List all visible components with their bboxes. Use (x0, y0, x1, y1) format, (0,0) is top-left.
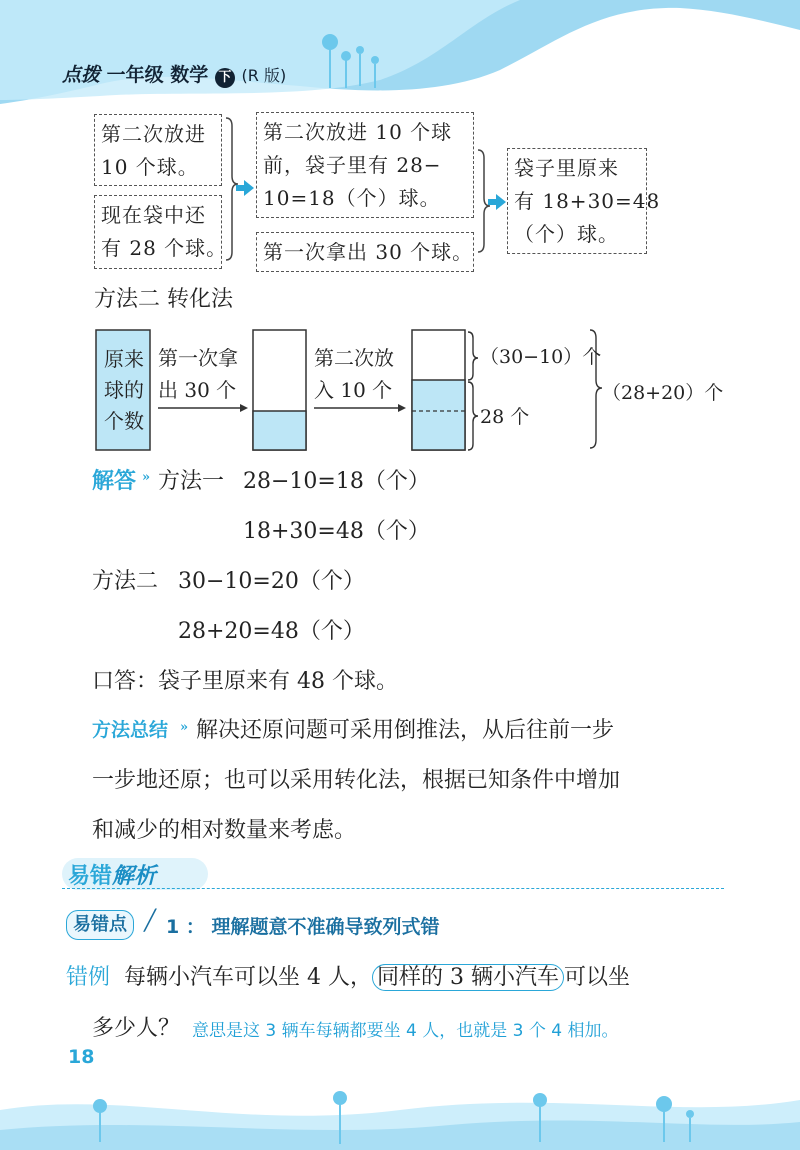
error-title-a: 易错 (68, 864, 113, 889)
summary-line1: 解决还原问题可采用倒推法，从后往前一步 (196, 718, 615, 743)
page-number: 18 (68, 1046, 95, 1068)
method1-label: 方法一 (158, 469, 225, 494)
example-pre: 每辆小汽车可以坐 4 人， (124, 965, 372, 990)
subject-label: 数学 (170, 64, 209, 86)
brace-label-30-10: （30−10）个 (480, 346, 602, 368)
edition-label: (R 版) (241, 66, 287, 85)
after-first-fill (253, 411, 306, 450)
brace-label-28: 28 个 (480, 406, 530, 428)
summary-line3: 和减少的相对数量来考虑。 (92, 818, 357, 843)
error-point-badge: 易错点 (66, 910, 134, 940)
flow-box-before-second: 第二次放进 10 个球 前，袋子里有 28− 10=18（个）球。 (256, 112, 474, 218)
flow-box-now-remaining: 现在袋中还 有 28 个球。 (94, 195, 222, 269)
section-divider (62, 888, 724, 889)
solution-label: 解答 (92, 469, 137, 494)
example-line2: 多少人？ (92, 1016, 181, 1041)
after-second-fill (412, 380, 465, 450)
example-post: 可以坐 (563, 965, 630, 990)
method2-title: 方法二 转化法 (94, 287, 233, 312)
method1-eq2: 18+30=48（个） (243, 519, 430, 544)
error-point-description: 理解题意不准确导致列式错 (211, 916, 440, 938)
chevron-right-icon: » (142, 470, 151, 485)
arrow-right-icon (236, 180, 254, 196)
method2-label: 方法二 (92, 569, 159, 594)
brand-name: 点拨 (62, 64, 101, 86)
arrow-right-icon (488, 194, 506, 210)
example-label: 错例 (66, 965, 111, 990)
grade-label: 一年级 (106, 64, 164, 86)
method2-eq2: 28+20=48（个） (178, 619, 365, 644)
error-point-number: 1 (166, 916, 180, 938)
method2-eq1: 30−10=20（个） (178, 569, 365, 594)
pen-icon: ╱ (144, 908, 157, 932)
error-section-title (68, 859, 156, 890)
flow-box-first-take: 第一次拿出 30 个球。 (256, 232, 474, 272)
original-balls-label: 原来 球的 个数 (104, 347, 144, 433)
handwritten-note: 意思是这 3 辆车每辆都要坐 4 人，也就是 3 个 4 相加。 (192, 1021, 619, 1041)
flow-connectors (0, 0, 800, 300)
method1-eq1: 28−10=18（个） (243, 469, 430, 494)
footer-decoration (0, 1070, 800, 1150)
error-title-b: 解析 (112, 864, 157, 889)
flow-box-second-put: 第二次放进 10 个球。 (94, 114, 222, 186)
example-line1 (66, 960, 630, 991)
step1-label: 第一次拿 出 30 个 (158, 346, 238, 402)
volume-badge: 下 (215, 68, 235, 88)
oral-answer: 口答：袋子里原来有 48 个球。 (92, 669, 398, 694)
summary-line2: 一步地还原；也可以采用转化法，根据已知条件中增加 (92, 768, 621, 793)
flow-box-original: 袋子里原来 有 18+30=48 （个）球。 (507, 148, 647, 254)
brace-label-28-20: （28+20）个 (602, 382, 724, 404)
step2-label: 第二次放 入 10 个 (314, 346, 394, 402)
summary-label: 方法总结 (92, 719, 169, 741)
chevron-right-icon: » (180, 720, 189, 735)
example-circled: 同样的 3 辆小汽车 (372, 964, 564, 991)
error-point-text: 1 ： 理解题意不准确导致列式错 (166, 916, 440, 938)
